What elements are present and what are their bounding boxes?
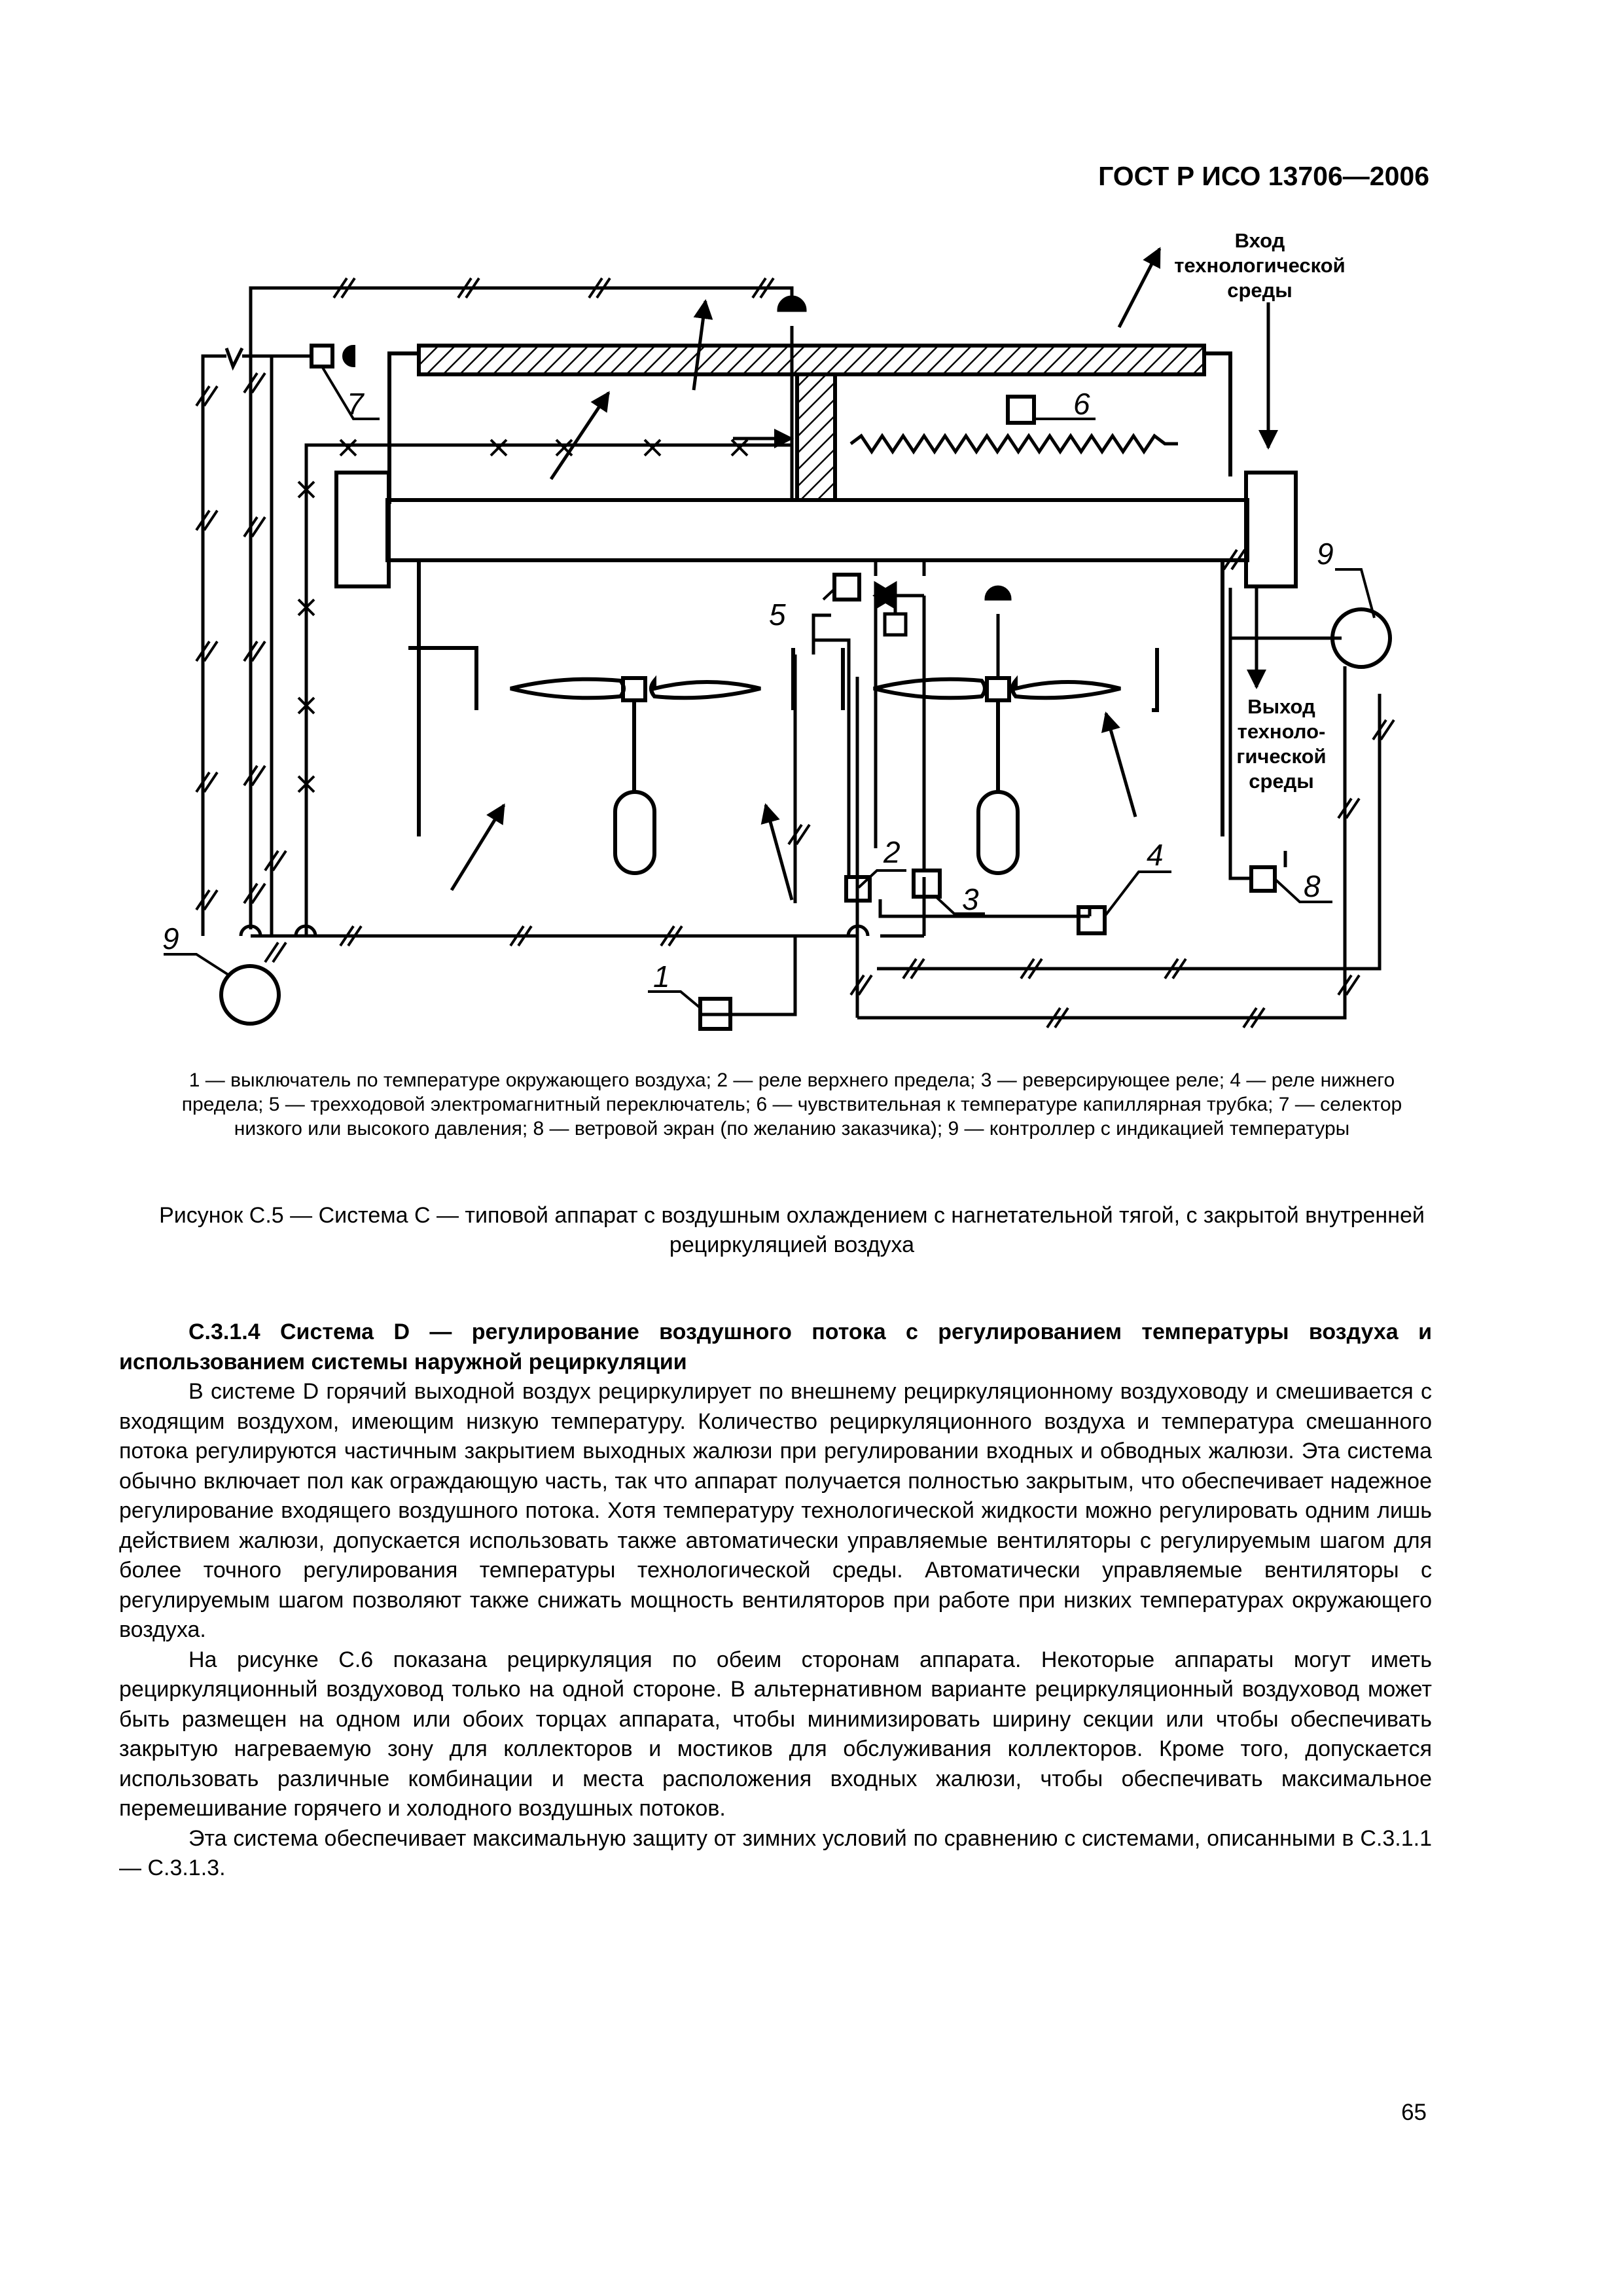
tube-bundle bbox=[387, 500, 1247, 560]
outlet-label-line4: среды bbox=[1249, 770, 1314, 793]
casing-top-left bbox=[389, 353, 419, 504]
inlet-label-line3: среды bbox=[1227, 279, 1293, 302]
outlet-label-line2: техноло- bbox=[1237, 720, 1326, 743]
callout-9-right: 9 bbox=[1317, 537, 1334, 571]
callout-7: 7 bbox=[347, 387, 364, 421]
component-7-cap bbox=[344, 347, 353, 365]
callout-5: 5 bbox=[769, 598, 786, 632]
component-7-box bbox=[312, 346, 332, 367]
paragraph: На рисунке С.6 показана рециркуляция по обеим сторонам аппарата. Некоторые аппараты могут иметь рециркуляционный воздуховод только на одной стороне. В альтернативном варианте рециркуляционный воздуховод может быть размещен на одном или обоих торцах аппарата, чтобы минимизировать ширину секции или чтобы обеспечивать закрытую нагреваемую зону для коллекторов и мостиков для обслуживания коллекторов. Кроме того, допускается использовать различные комбинации и места расположения входных жалюзи, чтобы обеспечивать максимальное перемешивание горячего и холодного воздушных потоков. bbox=[119, 1647, 1432, 1821]
fan-left bbox=[510, 678, 760, 873]
callout-6: 6 bbox=[1073, 387, 1090, 421]
component-8-box bbox=[1251, 867, 1275, 891]
figure-legend: 1 — выключатель по температуре окружающего воздуха; 2 — реле верхнего предела; 3 — реверсирующее реле; 4 — реле нижнего предела; 5 — трехходовой электромагнитный переключатель; 6 — чувствительная к температуре капиллярная трубка; 7 — селектор низкого или высокого давления; 8 — ветровой экран (по желанию заказчика); 9 — контроллер с индикацией температуры bbox=[181, 1069, 1402, 1139]
callout-2: 2 bbox=[883, 835, 901, 869]
section-heading: С.3.1.4 Система D — регулирование воздушного потока с регулированием температуры воздуха и использованием системы наружной рециркуляции bbox=[119, 1319, 1432, 1374]
fan-right bbox=[874, 678, 1120, 873]
fan-ring-right-b bbox=[1152, 648, 1157, 710]
component-4-box bbox=[1079, 907, 1105, 933]
controller-9-left bbox=[221, 966, 279, 1024]
figure-title: Рисунок С.5 — Система С — типовой аппарат с воздушным охлаждением с нагнетательной тягой, с закрытой внутренней рециркуляцией воздуха bbox=[159, 1203, 1425, 1257]
callout-9-left: 9 bbox=[162, 922, 179, 956]
capillary-tube bbox=[851, 436, 1178, 452]
component-3-box bbox=[914, 870, 940, 897]
callout-leaders bbox=[164, 367, 1374, 1008]
callout-4: 4 bbox=[1147, 838, 1164, 872]
paragraph: Эта система обеспечивает максимальную защиту от зимних условий по сравнению с системами, описанными в С.3.1.1 — С.3.1.3. bbox=[119, 1825, 1432, 1880]
page-number: 65 bbox=[1401, 2100, 1427, 2125]
header-box-right bbox=[1246, 473, 1296, 586]
schematic-diagram bbox=[0, 0, 1623, 1060]
louver-hatched-panel bbox=[419, 346, 1204, 374]
header-box-left bbox=[336, 473, 389, 586]
document-code-header: ГОСТ Р ИСО 13706—2006 bbox=[1098, 161, 1429, 191]
inlet-label-line2: технологической bbox=[1174, 254, 1346, 277]
callout-1: 1 bbox=[653, 960, 670, 994]
component-5-box bbox=[834, 575, 859, 600]
inlet-label-line1: Вход bbox=[1234, 229, 1285, 252]
component-6-box bbox=[1008, 397, 1034, 423]
casing-top-right bbox=[1204, 353, 1230, 476]
louver-hatched-stem bbox=[797, 374, 835, 500]
callout-8: 8 bbox=[1304, 869, 1321, 903]
callout-3: 3 bbox=[962, 882, 979, 916]
three-way-valve bbox=[876, 584, 906, 635]
outlet-label-line1: Выход bbox=[1247, 695, 1315, 718]
outlet-label-line3: гической bbox=[1236, 745, 1327, 768]
paragraph: В системе D горячий выходной воздух рециркулирует по внешнему рециркуляционному воздуховоду и смешивается с входящим воздухом, имеющим низкую температуру. Количество рециркуляционного воздуха и температура смешанного потока регулируются частичным закрытием выходных жалюзи при регулировании входных и обводных жалюзи. Эта система обычно включает пол как ограждающую часть, так что аппарат получается полностью закрытым, что обеспечивает надежное регулирование входящего воздушного потока. Хотя температуру технологической жидкости можно регулировать одним лишь действием жалюзи, допускается использовать также автоматически управляемые вентиляторы с регулируемым шагом для более точного регулирования температуры технологической среды. Автоматически управляемые вентиляторы с регулируемым шагом позволяют также снижать мощность вентиляторов при работе при низких температурах окружающего воздуха. bbox=[119, 1379, 1432, 1642]
body-text bbox=[119, 1318, 1432, 1884]
